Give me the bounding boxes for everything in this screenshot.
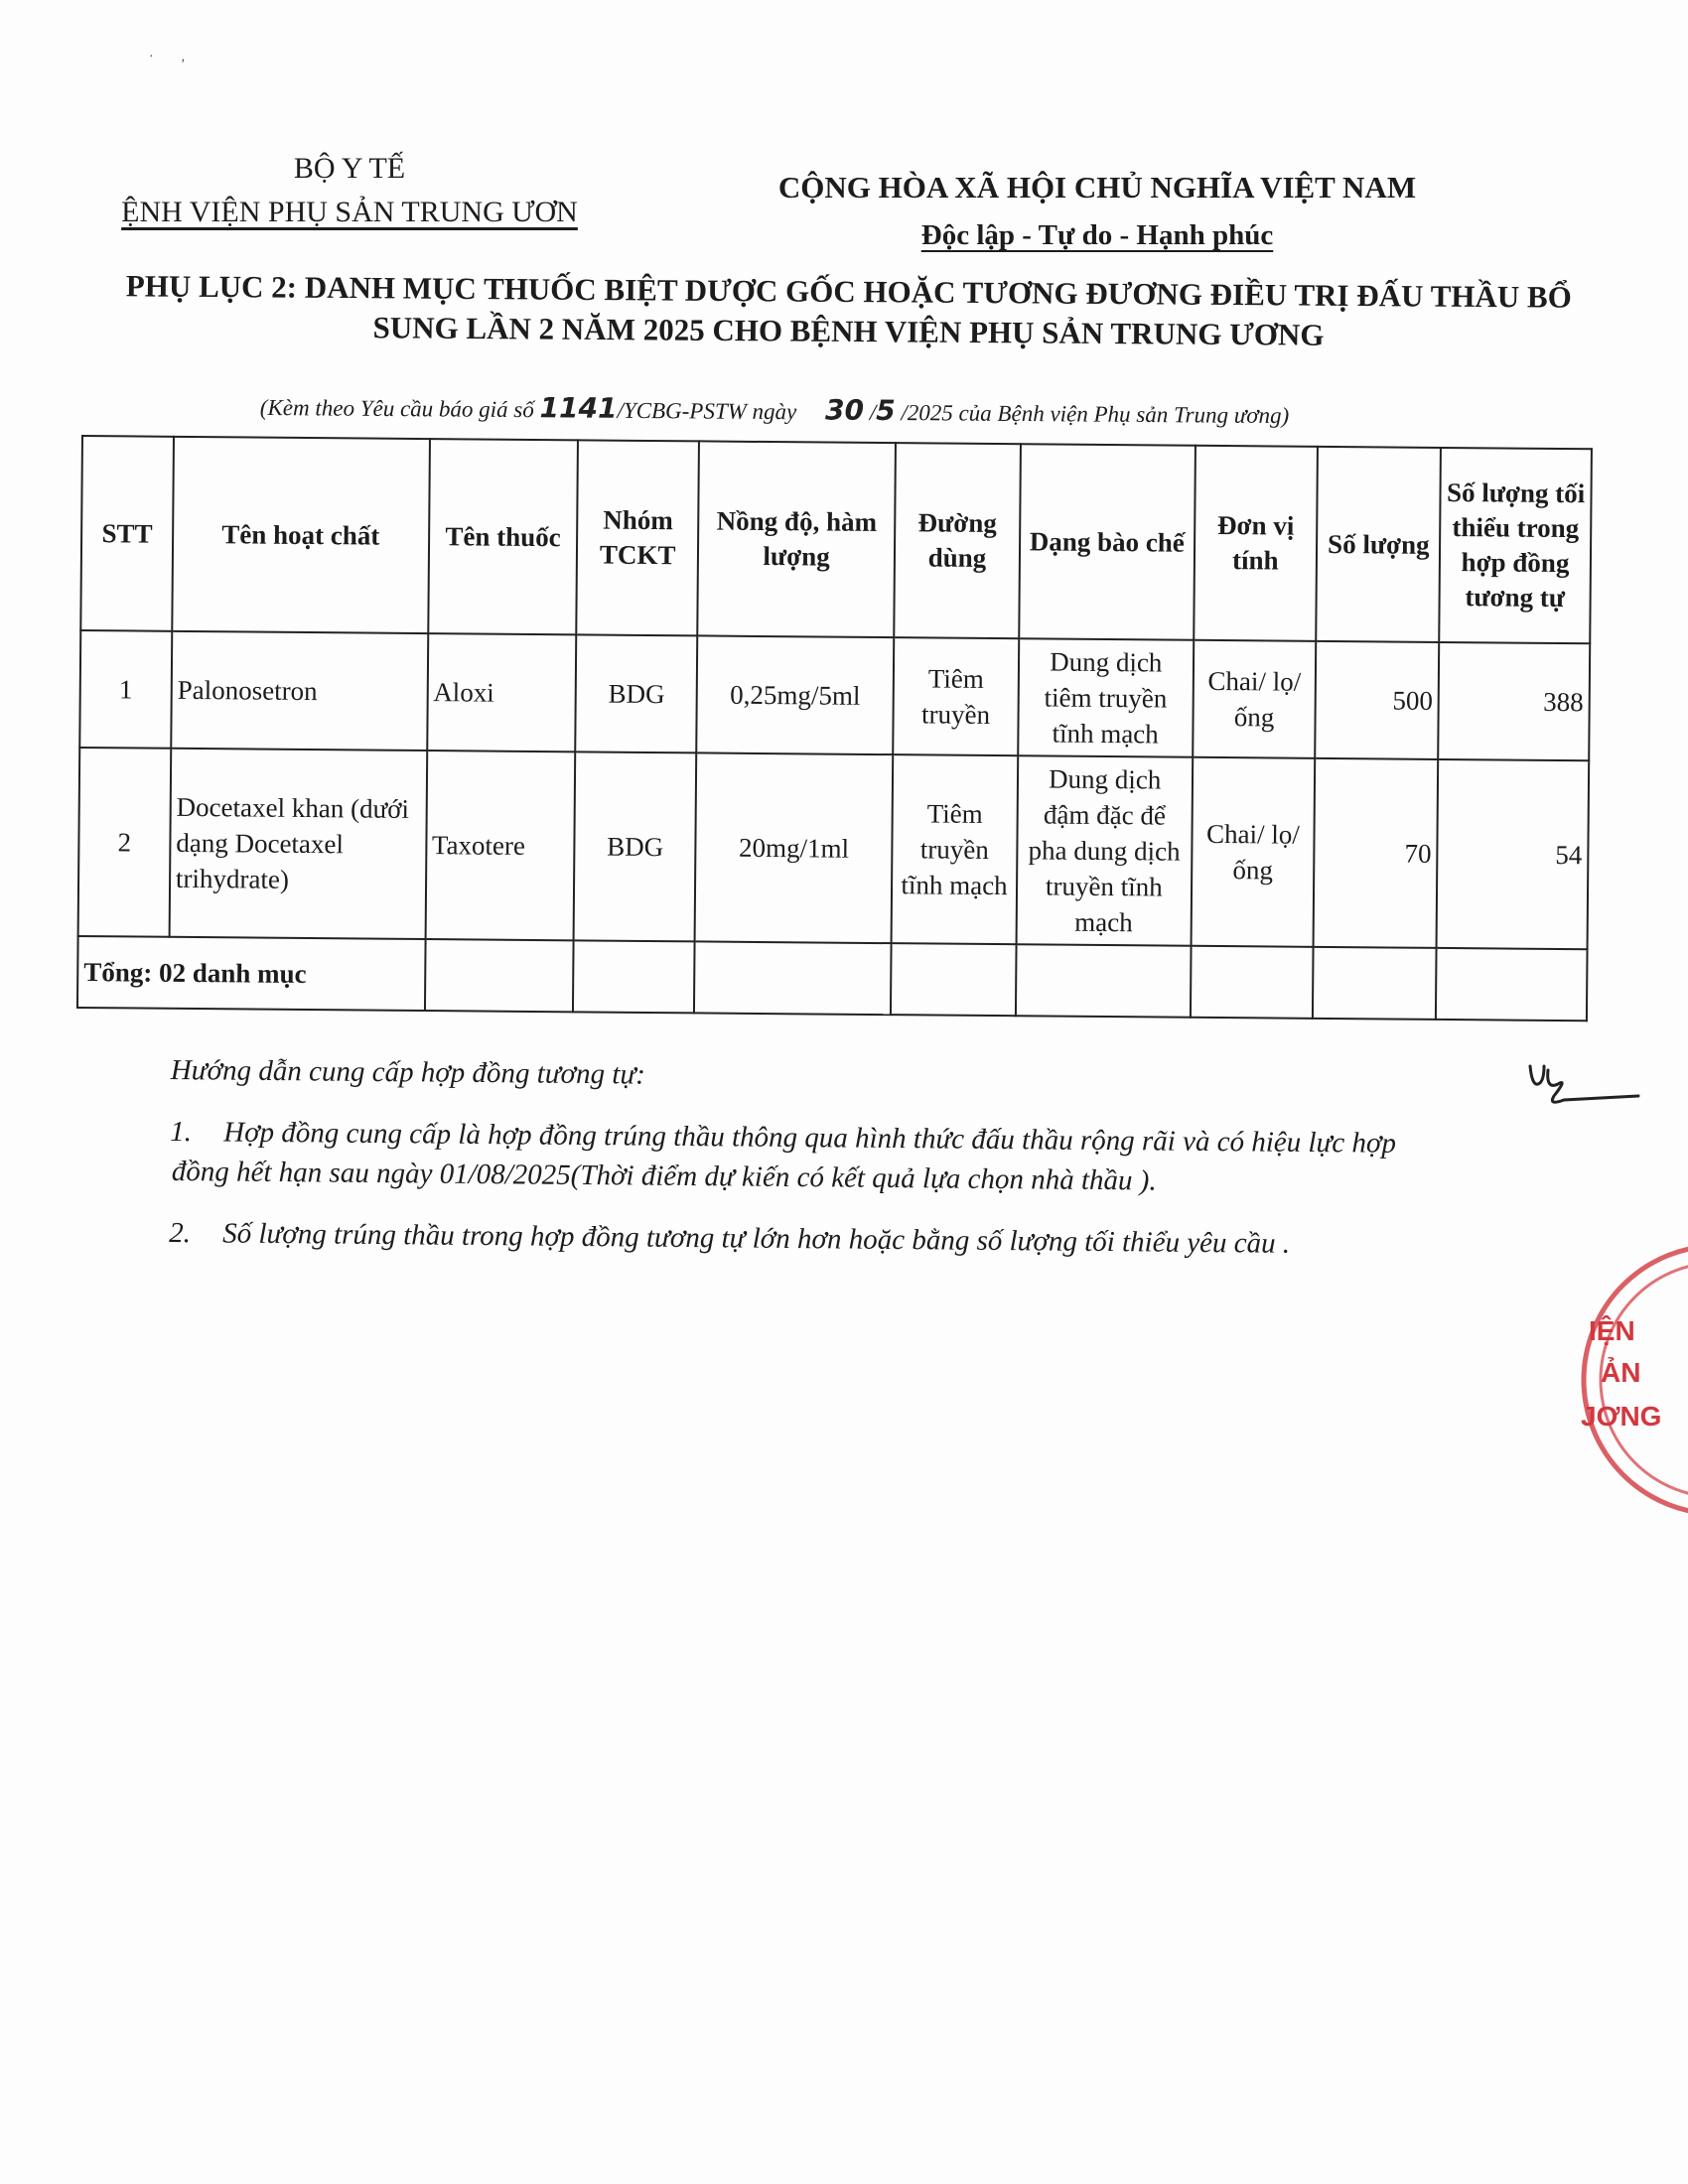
col-quantity: Số lượng (1317, 447, 1442, 642)
table-total-row (77, 936, 1588, 1021)
empty-cell (1436, 948, 1587, 1021)
national-motto: Độc lập - Tự do - Hạnh phúc (920, 219, 1274, 251)
ministry-name: BỘ Y TẾ (293, 152, 406, 185)
red-seal-stamp (1529, 1231, 1688, 1529)
reference-suffix: /2025 của Bệnh viện Phụ sản Trung ương) (895, 400, 1290, 429)
cell-drug-name: Aloxi (427, 633, 577, 751)
reference-prefix: (Kèm theo Yêu cầu báo giá số (259, 394, 540, 423)
cell-quantity: 500 (1316, 641, 1440, 759)
col-dosage-form: Dạng bào chế (1019, 444, 1195, 640)
table-row (78, 748, 1590, 949)
attachment-reference (260, 389, 1452, 431)
col-stt: STT (80, 436, 174, 631)
table-row (79, 630, 1590, 760)
scan-specks: · , (149, 50, 186, 65)
table-header-row (80, 436, 1592, 643)
cell-active-ingredient: Palonosetron (171, 631, 428, 751)
cell-strength: 0,25mg/5ml (696, 635, 894, 754)
title-line-1: PHỤ LỤC 2: DANH MỤC THUỐC BIỆT DƯỢC GỐC HOẶC TƯƠNG ĐƯƠNG ĐIỀU TRỊ ĐẤU THẦU BỔ (125, 268, 1572, 315)
item-text-line-1: Hợp đồng cung cấp là hợp đồng trúng thầu thông qua hình thức đấu thầu rộng rãi và có hiệu lực hợp (223, 1116, 1397, 1160)
issuer-header (91, 147, 608, 234)
col-active-ingredient: Tên hoạt chất (172, 437, 429, 633)
cell-group: BDG (576, 634, 698, 752)
cell-strength: 20mg/1ml (695, 752, 893, 943)
document-title (88, 266, 1609, 357)
empty-cell (1313, 947, 1436, 1020)
col-drug-name: Tên thuốc (428, 439, 579, 634)
cell-min-quantity: 54 (1437, 759, 1589, 949)
cell-quantity: 70 (1314, 758, 1438, 948)
empty-cell (891, 943, 1016, 1016)
cell-stt: 2 (78, 748, 172, 937)
reference-month-handwritten: 5 (876, 393, 896, 428)
cell-min-quantity: 388 (1438, 642, 1590, 760)
country-name: CỘNG HÒA XÃ HỘI CHỦ NGHĨA VIỆT NAM (777, 170, 1417, 205)
handwritten-initial (1524, 1056, 1643, 1116)
contract-guidance (169, 1050, 1561, 1288)
item-text-line-2: đồng hết hạn sau ngày 01/08/2025(Thời điểm dự kiến có kết quả lựa chọn nhà thầu ). (171, 1156, 1157, 1197)
reference-middle: /YCBG-PSTW ngày (617, 397, 803, 425)
col-unit: Đơn vị tính (1194, 446, 1319, 641)
total-label: Tổng: 02 danh mục (77, 936, 425, 1011)
cell-dosage-form: Dung dịch tiêm truyền tĩnh mạch (1018, 638, 1194, 757)
cell-dosage-form: Dung dịch đậm đặc để pha dung dịch truyền tĩnh mạch (1016, 755, 1192, 946)
empty-cell (694, 941, 891, 1015)
empty-cell (1016, 944, 1191, 1018)
stamp-text-1: IỆN (1589, 1315, 1635, 1346)
cell-unit: Chai/ lọ/ ống (1193, 640, 1317, 758)
stamp-text-2: ẢN (1601, 1357, 1641, 1388)
item-number: 1. (170, 1115, 193, 1149)
reference-sep: / (863, 399, 877, 425)
reference-number-handwritten: 1141 (539, 391, 618, 425)
col-min-quantity: Số lượng tối thiểu trong hợp đồng tương tự (1439, 448, 1592, 643)
cell-stt: 1 (79, 630, 172, 749)
guidance-item-1 (170, 1112, 1561, 1204)
col-route: Đường dùng (894, 443, 1021, 638)
cell-route: Tiêm truyền tĩnh mạch (892, 754, 1019, 944)
guidance-heading: Hướng dẫn cung cấp hợp đồng tương tự: (170, 1053, 646, 1091)
stamp-text-3: JƠNG (1581, 1401, 1662, 1432)
empty-cell (1190, 946, 1313, 1019)
cell-group: BDG (574, 751, 697, 941)
cell-drug-name: Taxotere (425, 751, 575, 940)
cell-unit: Chai/ lọ/ ống (1191, 757, 1315, 947)
national-header (755, 164, 1440, 259)
reference-day-handwritten: 30 (824, 393, 865, 427)
cell-active-ingredient: Docetaxel khan (dưới dạng Docetaxel trihydrate) (169, 749, 426, 939)
col-group: Nhóm TCKT (577, 440, 700, 635)
guidance-item-2 (169, 1213, 1559, 1266)
item-number: 2. (169, 1216, 192, 1250)
title-line-2: SUNG LẦN 2 NĂM 2025 CHO BỆNH VIỆN PHỤ SẢN TRUNG ƯƠNG (372, 310, 1325, 352)
drug-list-table (76, 435, 1593, 1022)
col-strength: Nồng độ, hàm lượng (697, 441, 895, 637)
hospital-name: ỆNH VIỆN PHỤ SẢN TRUNG ƯƠN (121, 196, 578, 228)
item-text-line-1: Số lượng trúng thầu trong hợp đồng tương tự lớn hơn hoặc bằng số lượng tối thiểu yêu cầu . (222, 1217, 1291, 1260)
cell-route: Tiêm truyền (893, 637, 1019, 755)
empty-cell (573, 940, 694, 1013)
empty-cell (424, 939, 573, 1012)
